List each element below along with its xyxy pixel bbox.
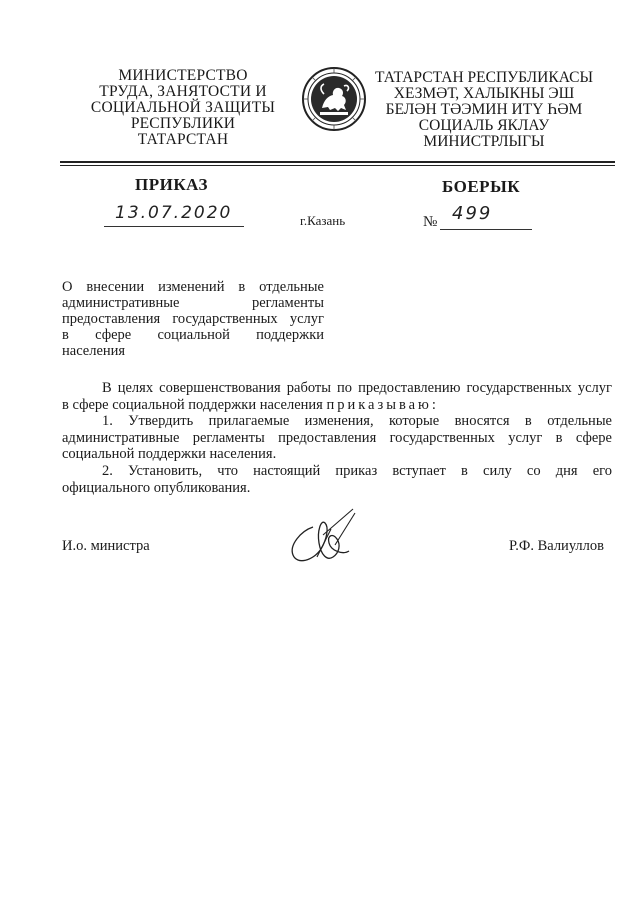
date-underline bbox=[104, 226, 244, 227]
body-line: 1. Утвердить прилагаемые изменения, которые вносятся в отдельные bbox=[102, 413, 612, 430]
ministry-name-ru bbox=[80, 68, 286, 148]
body-line: официального опубликования. bbox=[62, 479, 251, 496]
ministry-line: ХЕЗМӘТ, ХАЛЫКНЫ ЭШ bbox=[393, 85, 575, 102]
ministry-line: ТРУДА, ЗАНЯТОСТИ И bbox=[99, 83, 267, 100]
ministry-line: МИНИСТРЛЫГЫ bbox=[423, 133, 545, 150]
header-divider-thin bbox=[60, 165, 615, 166]
document-subject bbox=[62, 279, 324, 359]
document-date: 13.07.2020 bbox=[115, 203, 233, 223]
body-line: 2. Установить, что настоящий приказ вступает в силу со дня его bbox=[102, 462, 612, 479]
document-title-tt: БОЕРЫК bbox=[442, 177, 521, 196]
document-title-ru: ПРИКАЗ bbox=[135, 175, 208, 194]
subject-line: предоставления государственных услуг bbox=[62, 311, 324, 327]
body-line bbox=[62, 397, 612, 414]
document-body bbox=[62, 380, 612, 496]
ministry-line: СОЦИАЛЬНОЙ ЗАЩИТЫ bbox=[90, 99, 276, 116]
ministry-line: РЕСПУБЛИКИ bbox=[130, 115, 236, 132]
body-text: в сфере социальной поддержки населения bbox=[62, 396, 323, 413]
tatarstan-emblem-icon bbox=[300, 64, 368, 134]
ministry-line: ТАТАРСТАН РЕСПУБЛИКАСЫ bbox=[375, 69, 593, 86]
number-label: № bbox=[423, 214, 438, 230]
body-line: социальной поддержки населения. bbox=[62, 446, 277, 463]
ministry-line: МИНИСТЕРСТВО bbox=[118, 67, 248, 84]
handwritten-signature-icon bbox=[283, 505, 363, 570]
body-line: В целях совершенствования работы по предоставлению государственных услуг bbox=[102, 380, 612, 396]
number-underline bbox=[440, 229, 532, 230]
ministry-line: ТАТАРСТАН bbox=[137, 131, 229, 148]
ministry-name-tt bbox=[368, 70, 600, 150]
ministry-line: БЕЛӘН ТӘЭМИН ИТҮ ҺӘМ bbox=[385, 101, 583, 118]
subject-line: административные регламенты bbox=[62, 295, 324, 311]
order-word: приказываю: bbox=[326, 396, 439, 413]
document-number: 499 bbox=[452, 203, 493, 224]
document-city: г.Казань bbox=[300, 213, 346, 228]
subject-line: населения bbox=[62, 343, 126, 359]
signatory-role: И.о. министра bbox=[62, 538, 150, 554]
subject-line: О внесении изменений в отдельные bbox=[62, 279, 324, 295]
subject-line: в сфере социальной поддержки bbox=[62, 327, 324, 343]
body-line: административные регламенты предоставления государственных услуг в сфере bbox=[62, 429, 612, 446]
signatory-name: Р.Ф. Валиуллов bbox=[509, 538, 604, 554]
ministry-line: СОЦИАЛЬ ЯКЛАУ bbox=[418, 117, 550, 134]
header-divider bbox=[60, 161, 615, 163]
